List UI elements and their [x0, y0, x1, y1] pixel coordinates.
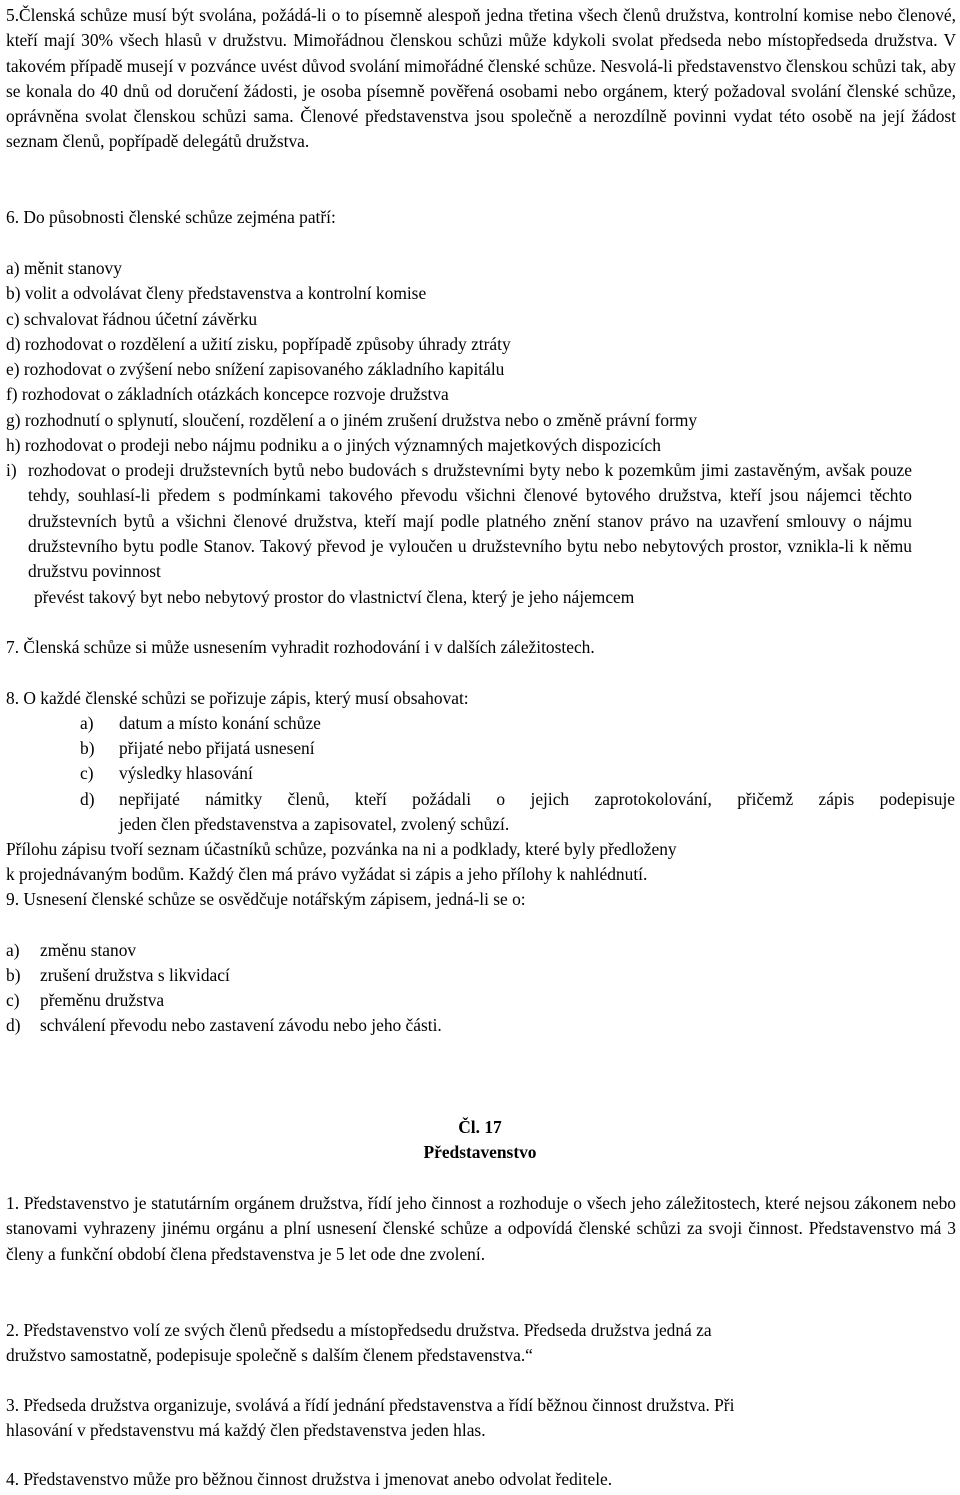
list-item-label: c) [80, 763, 94, 783]
list-item: d) rozhodovat o rozdělení a užití zisku, popřípadě způsoby úhrady ztráty [6, 333, 511, 354]
list-item: e) rozhodovat o zvýšení nebo snížení zapisovaného základního kapitálu [6, 359, 505, 380]
list-item-text: schválení převodu nebo zastavení závodu nebo jeho části. [40, 1015, 442, 1035]
article-title: Představenstvo [423, 1142, 537, 1162]
list-item-text: změnu stanov [40, 940, 137, 960]
list-item-label: b) [80, 738, 95, 758]
list-item-text: nepřijaté námitky členů, kteří požádali o jejich zaprotokolování, přičemž zápis podepisuje [119, 789, 955, 809]
section-9-heading: 9. Usnesení členské schůze se osvědčuje notářským zápisem, jedná-li se o: [6, 889, 526, 909]
article-17-paragraph-4: 4. Představenstvo může pro běžnou činnost družstva i jmenovat anebo odvolat ředitele. [6, 1469, 613, 1489]
list-item: f) rozhodovat o základních otázkách koncepce rozvoje družstva [6, 384, 449, 405]
list-item-continuation: jeden člen představenstva a zapisovatel, zvolený schůzí. [119, 814, 510, 834]
section-7-paragraph: 7. Členská schůze si může usnesením vyhradit rozhodování i v dalších záležitostech. [6, 637, 595, 657]
list-item [80, 787, 956, 812]
list-item-i-label: i) [6, 460, 17, 480]
section-6-heading: 6. Do působnosti členské schůze zejména patří: [6, 207, 336, 227]
list-item: c) schvalovat řádnou účetní závěrku [6, 308, 258, 329]
list-item-label: a) [6, 940, 20, 960]
list-item-text: výsledky hlasování [119, 763, 253, 783]
list-item-label: b) [6, 965, 21, 985]
list-item-label: d) [80, 789, 95, 809]
list-item: b) volit a odvolávat členy představenstva a kontrolní komise [6, 283, 427, 304]
article-17-paragraph-3-line: 3. Předseda družstva organizuje, svolává a řídí jednání představenstva a řídí běžnou činnost družstva. Při [6, 1395, 735, 1415]
section-8-attachment-line: Přílohu zápisu tvoří seznam účastníků schůze, pozvánka na ni a podklady, které byly předloženy [6, 839, 677, 859]
list-item: g) rozhodnutí o splynutí, sloučení, rozdělení a o jiném zrušení družstva nebo o změně právní formy [6, 409, 698, 430]
section-5-paragraph: 5.Členská schůze musí být svolána, požádá-li o to písemně alespoň jedna třetina všech členů družstva, kontrolní komise nebo členové, kteří mají 30% všech hlasů v družstvu. Mimořádnou členskou schůzi může kdykoli svolat předseda nebo místopředseda družstva. V takovém případě musejí v pozvánce uvést důvod svolání mimořádné členské schůze. Nesvolá-li představenstvo členskou schůzi tak, aby se konala do 40 dnů od doručení žádosti, je osoba písemně pověřená osobami nebo orgánem, který požadoval svolání členské schůze, oprávněna svolat členskou schůzi sama. Členové představenstva jsou společně a nerozdílně povinni vydat této osobě na její žádost seznam členů, popřípadě delegátů družstva. [6, 5, 956, 152]
article-17-paragraph-3-line: hlasování v představenstvu má každý člen představenstva jeden hlas. [6, 1420, 486, 1440]
list-item-i-text: rozhodovat o prodeji družstevních bytů nebo budovách s družstevními byty nebo k pozemkům jimi zastavěným, avšak pouze tehdy, souhlasí-li předem s podmínkami takového převodu všichni členové bytového družstva, kteří jsou nájemci těchto družstevních bytů a všichni členové družstva, kteří mají podle platného znění stanov právo na uzavření smlouvy o nájmu družstevního bytu podle Stanov. Takový převod je vyloučen u družstevního bytu nebo nebytových prostor, vznikla-li k němu družstvu povinnost [28, 460, 912, 582]
list-item-text: přijaté nebo přijatá usnesení [119, 738, 315, 758]
list-item: a) měnit stanovy [6, 258, 122, 278]
list-item-text: datum a místo konání schůze [119, 713, 321, 733]
list-item [6, 938, 136, 963]
article-17-paragraph-1: 1. Představenstvo je statutárním orgánem družstva, řídí jeho činnost a rozhoduje o všech jeho záležitostech, které nejsou zákonem nebo stanovami vyhrazeny jinému orgánu a plní usnesení členské schůze a odpovídá členské schůzi za svoji činnost. Představenstvo má 3 členy a funkční období člena představenstva je 5 let ode dne zvolení. [6, 1193, 956, 1264]
list-item-label: c) [6, 990, 20, 1010]
article-17-paragraph-2-line: družstvo samostatně, podepisuje společně s dalším členem představenstva.“ [6, 1345, 533, 1365]
list-item [80, 761, 253, 786]
article-number: Čl. 17 [458, 1117, 502, 1137]
section-8-heading: 8. O každé členské schůzi se pořizuje zápis, který musí obsahovat: [6, 688, 469, 708]
list-item-text: zrušení družstva s likvidací [40, 965, 230, 985]
list-item-i-last-line: převést takový byt nebo nebytový prostor do vlastnictví člena, který je jeho nájemcem [34, 587, 635, 607]
section-8-attachment-line: k projednávaným bodům. Každý člen má právo vyžádat si zápis a jeho přílohy k nahlédnutí. [6, 864, 648, 884]
section-6-list [6, 256, 956, 458]
list-item [80, 711, 321, 736]
list-item-text: přeměnu družstva [40, 990, 165, 1010]
list-item-label: d) [6, 1015, 21, 1035]
list-item: h) rozhodovat o prodeji nebo nájmu podniku a o jiných významných majetkových dispozicích [6, 435, 661, 456]
list-item-label: a) [80, 713, 94, 733]
list-item [6, 988, 164, 1013]
list-item [80, 736, 315, 761]
list-item [6, 1013, 442, 1038]
article-17-paragraph-2-line: 2. Představenstvo volí ze svých členů předsedu a místopředsedu družstva. Předseda družstva jedná za [6, 1320, 712, 1340]
list-item [6, 963, 230, 988]
